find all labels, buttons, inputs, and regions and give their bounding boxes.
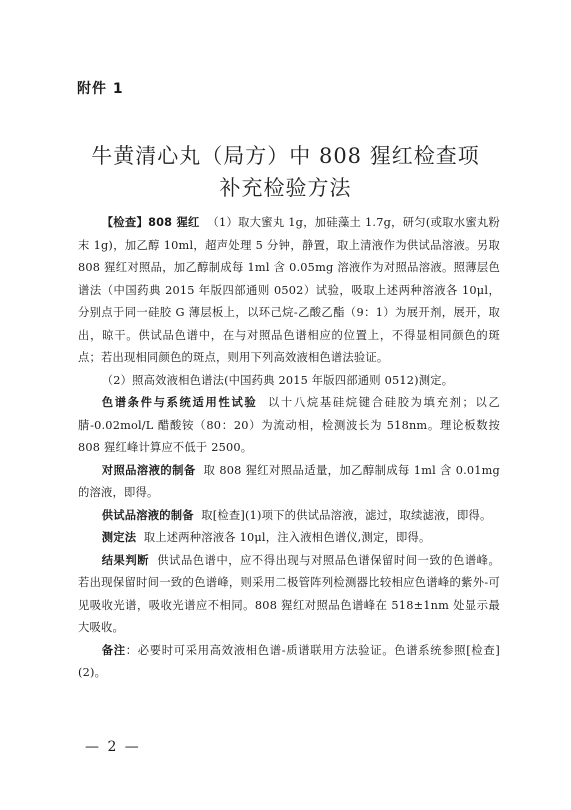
check-paragraph xyxy=(78,212,500,370)
note-label: 备注 xyxy=(101,643,126,657)
test-text: 取[检查](1)项下的供试品溶液，滤过，取续滤液，即得。 xyxy=(201,508,492,522)
check-label: 【检查】808 猩红 xyxy=(101,216,200,229)
note-paragraph xyxy=(78,640,500,685)
method-paragraph xyxy=(78,527,500,550)
test-label: 供试品溶液的制备 xyxy=(101,508,194,522)
result-text: 供试品色谱中，应不得出现与对照品色谱保留时间一致的色谱峰。若出现保留时间一致的色谱峰，则采用二极管阵列检测器比较相应色谱峰的紫外-可见吸收光谱，吸收光谱应不相同。808 猩红对照品色谱峰在 518±1nm 处显示最大吸收。 xyxy=(78,553,500,634)
hplc-intro-paragraph xyxy=(78,370,500,393)
attachment-label: 附件 1 xyxy=(77,81,124,97)
title-line-2: 补充检验方法 xyxy=(219,176,352,200)
check-text: （1）取大蜜丸 1g，加硅藻土 1.7g，研匀(或取水蜜丸粉末 1g)，加乙醇 10ml，超声处理 5 分钟，静置，取上清液作为供试品溶液。另取 808 猩红对照品，加乙醇制成每 1ml 含 0.05mg 溶液作为对照品溶液。照薄层色谱法（中国药典 2015 年版四部通则 0502）试验，吸取上述两种溶液各 10μl，分别点于同一硅胶 G 薄层板上，以环己烷-乙酸乙酯（9：1）为展开剂，展开，取出，晾干。供试品色谱中，在与对照品色谱相应的位置上，不得显相同颜色的斑点；若出现相同颜色的斑点，则用下列高效液相色谱法验证。 xyxy=(78,216,500,364)
ref-label: 对照品溶液的制备 xyxy=(101,463,196,477)
chrom-paragraph xyxy=(78,392,500,460)
result-paragraph xyxy=(78,550,500,640)
ref-paragraph xyxy=(78,460,500,505)
method-label: 测定法 xyxy=(101,531,137,544)
page-number: — 2 — xyxy=(85,739,141,755)
hplc-intro-text: （2）照高效液相色谱法(中国药典 2015 年版四部通则 0512)测定。 xyxy=(101,373,454,387)
result-label: 结果判断 xyxy=(101,553,150,567)
chrom-text: 以十八烷基硅烷键合硅胶为填充剂；以乙腈-0.02mol/L 醋酸铵（80：20）为流动相，检测波长为 518nm。理论板数按 808 猩红峰计算应不低于 2500。 xyxy=(78,396,500,454)
chrom-label: 色谱条件与系统适用性试验 xyxy=(101,396,258,409)
method-text: 取上述两种溶液各 10μl，注入液相色谱仪,测定，即得。 xyxy=(143,531,431,544)
ref-text: 取 808 猩红对照品适量，加乙醇制成每 1ml 含 0.01mg 的溶液，即得。 xyxy=(78,463,500,499)
note-text: ：必要时可采用高效液相色谱-质谱联用方法验证。色谱系统参照[检查](2)。 xyxy=(78,643,500,679)
test-paragraph xyxy=(78,505,500,528)
document-body xyxy=(78,212,500,685)
title-line-1: 牛黄清心丸（局方）中 808 猩红检查项 xyxy=(91,144,480,168)
